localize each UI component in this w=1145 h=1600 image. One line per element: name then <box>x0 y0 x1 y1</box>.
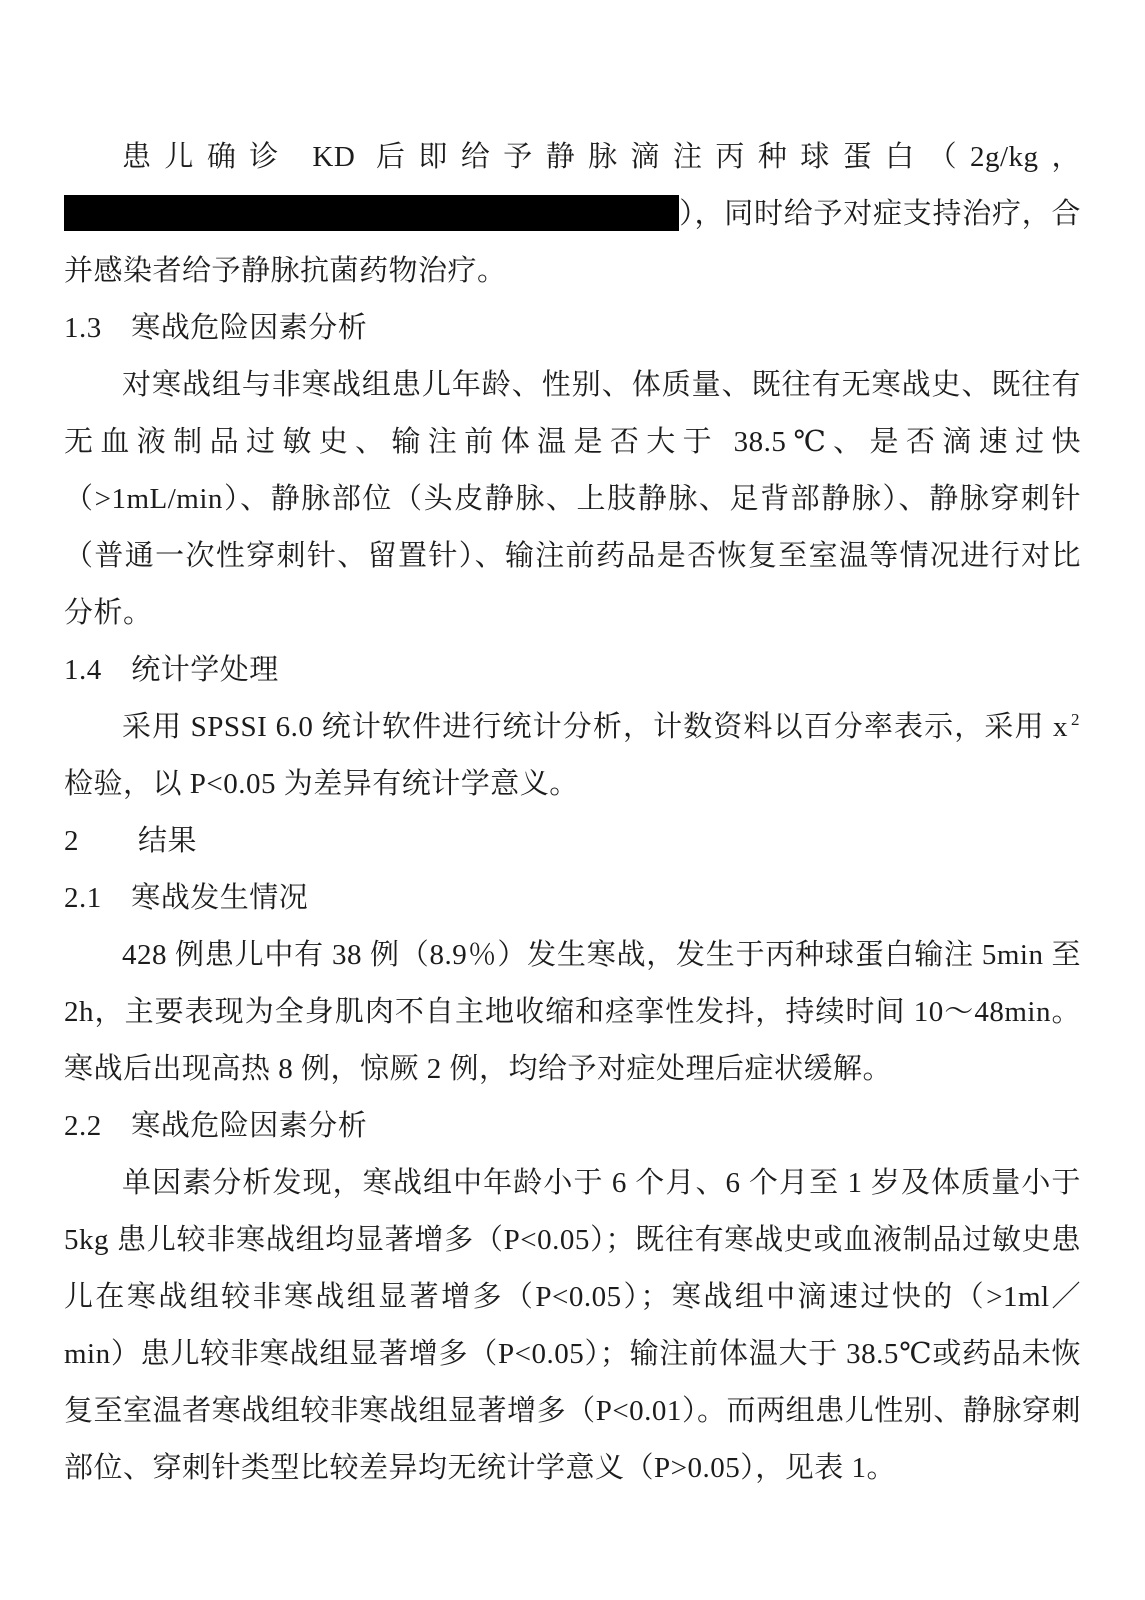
text-run: 检验，以 P<0.05 为差异有统计学意义。 <box>64 768 579 800</box>
text-run: 采用 SPSSI 6.0 统计软件进行统计分析，计数资料以百分率表示，采用 x <box>122 711 1068 743</box>
text-run: 2.2 寒战危险因素分析 <box>64 1110 368 1142</box>
text-run: 2 结果 <box>64 825 198 857</box>
section-2-2-heading <box>64 1098 1081 1155</box>
redaction-bar <box>64 195 345 231</box>
section-2-2-paragraph <box>64 1155 1081 1497</box>
text-run: 1.3 寒战危险因素分析 <box>64 312 368 344</box>
text-run: ），同时给予对症支持治疗，合并感染者给予静脉抗菌药物治疗。 <box>64 198 1081 287</box>
section-2-1-paragraph <box>64 927 1081 1098</box>
text-run: 患儿确诊 KD 后即给予静脉滴注丙种球蛋白（2g/kg， <box>122 141 1081 173</box>
section-2-heading <box>64 813 1081 870</box>
superscript-exponent: 2 <box>1071 710 1080 730</box>
redaction-bar <box>345 195 679 231</box>
text-run: 2.1 寒战发生情况 <box>64 882 309 914</box>
section-2-1-heading <box>64 870 1081 927</box>
section-1-3-heading <box>64 300 1081 357</box>
section-1-4-paragraph <box>64 699 1081 813</box>
text-run: 1.4 统计学处理 <box>64 654 279 686</box>
section-1-3-paragraph <box>64 357 1081 642</box>
text-run: 对寒战组与非寒战组患儿年龄、性别、体质量、既往有无寒战史、既往有无血液制品过敏史、输注前体温是否大于 38.5℃、是否滴速过快（>1mL/min）、静脉部位（头皮静脉、上肢静脉、足背部静脉）、静脉穿刺针（普通一次性穿刺针、留置针）、输注前药品是否恢复至室温等情况进行对比分析。 <box>64 369 1081 629</box>
section-1-4-heading <box>64 642 1081 699</box>
text-run: 单因素分析发现，寒战组中年龄小于 6 个月、6 个月至 1 岁及体质量小于 5kg 患儿较非寒战组均显著增多（P<0.05）；既往有寒战史或血液制品过敏史患儿在寒战组较非寒战组显著增多（P<0.05）；寒战组中滴速过快的（>1ml／min）患儿较非寒战组显著增多（P<0.05）；输注前体温大于 38.5℃或药品未恢复至室温者寒战组较非寒战组显著增多（P<0.01）。而两组患儿性别、静脉穿刺部位、穿刺针类型比较差异均无统计学意义（P>0.05），见表 1。 <box>64 1167 1081 1484</box>
text-run: 428 例患儿中有 38 例（8.9％）发生寒战，发生于丙种球蛋白输注 5min 至 2h，主要表现为全身肌肉不自主地收缩和痉挛性发抖，持续时间 10～48min。寒战后出现高热 8 例，惊厥 2 例，均给予对症处理后症状缓解。 <box>64 939 1081 1085</box>
intro-treatment-paragraph <box>64 129 1081 300</box>
